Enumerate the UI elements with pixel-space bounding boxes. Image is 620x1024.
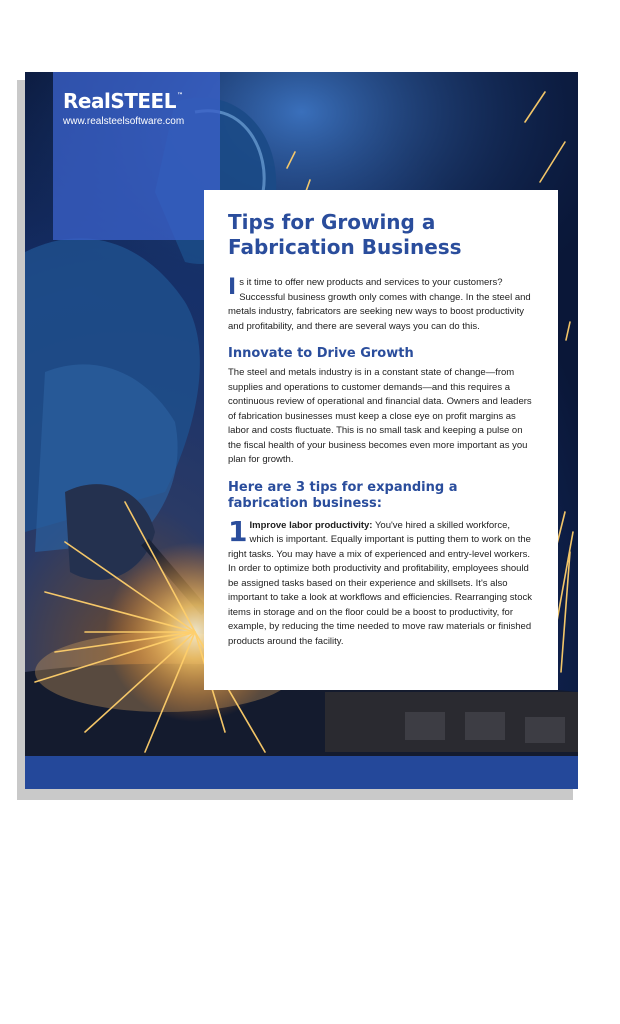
section-paragraph-innovate: The steel and metals industry is in a constant state of change—from supplies and operations to customer demands—and this requires a continuous review of operational and financial data. Owners and leaders of fabrication businesses must keep a close eye on profit margins as labor and costs fluctuate. This is no small task and keeping a pulse on the fiscal health of your business becomes even more important as you plan for growth. (228, 367, 532, 465)
tip-1-paragraph: 1 Improve labor productivity: You've hired a skilled workforce, which is important. Equally important is putting them to work on the right tasks. You may have a mix of experienced and entry-level workers. In order to optimize both productivity and profitability, employees should be assigned tasks based on their experience and skillsets. It's also important to take a look at workflows and efficiencies. Rearranging stock items in storage and on the floor could be a boost to productivity, for example, by reducing the time needed to move raw materials or finished products around the facility. (228, 514, 532, 647)
intro-paragraph: Is it time to offer new products and services to your customers? Successful business growth only comes with change. In the steel and metals industry, fabricators are seeking new ways to boost productivity and profitability, and there are several ways you can do this. (228, 275, 531, 332)
brand-box (53, 72, 220, 240)
intro-dropcap: I (228, 275, 237, 300)
bottom-band (25, 756, 578, 789)
website-url[interactable]: www.realsteelsoftware.com (63, 116, 185, 127)
realsteel-logo: RealSTEEL™ (63, 89, 183, 113)
section-heading-tips: Here are 3 tips for expanding a fabrication business: (228, 479, 458, 511)
section-heading-innovate: Innovate to Drive Growth (228, 346, 414, 361)
content-card (204, 190, 558, 690)
brochure-page (25, 72, 578, 789)
tip-1-number: 1 (228, 514, 248, 548)
document-title: Tips for Growing a Fabrication Business (228, 210, 462, 259)
tip-1-title: Improve labor productivity: (249, 519, 373, 531)
